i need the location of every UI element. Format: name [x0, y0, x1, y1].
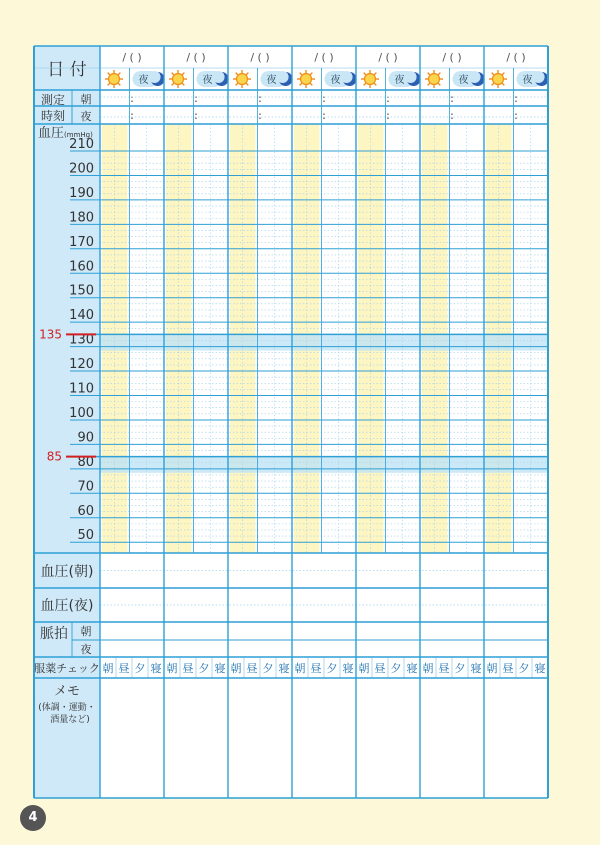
bp-tick-label: 100: [69, 405, 94, 421]
medicine-slot-2: 昼: [374, 662, 386, 675]
reference-label-135: 135: [39, 327, 62, 342]
bp-tick-label: 190: [69, 185, 94, 201]
time-colon: :: [450, 92, 454, 105]
medicine-slot-1: 朝: [166, 662, 178, 675]
medicine-slot-1: 朝: [486, 662, 498, 675]
sun-disc: [109, 74, 120, 85]
sun-icon: [169, 70, 187, 88]
bp-tick-label: 210: [69, 137, 94, 152]
bp-tick-label: 200: [69, 161, 94, 177]
night-label: 夜: [202, 75, 213, 86]
medicine-slot-2: 昼: [502, 662, 514, 675]
bp-tick-label: 90: [77, 430, 94, 446]
time-colon: :: [322, 92, 326, 105]
sun-icon: [425, 70, 443, 88]
medicine-slot-4: 寝: [150, 662, 162, 675]
date-input-placeholder: / ( ): [378, 51, 398, 64]
moon-cutout: [277, 71, 289, 83]
medicine-slot-2: 昼: [438, 662, 450, 675]
sun-disc: [237, 74, 248, 85]
medicine-slot-3: 夕: [454, 662, 466, 675]
medicine-slot-1: 朝: [230, 662, 242, 675]
sun-disc: [429, 74, 440, 85]
page-number: 4: [20, 805, 46, 831]
medicine-check-label: 服薬チェック: [34, 662, 100, 675]
time-colon: :: [194, 92, 198, 105]
night-label: 夜: [266, 75, 277, 86]
bp-tick-label: 60: [77, 503, 94, 519]
bp-tick-label: 140: [69, 308, 94, 324]
medicine-slot-3: 夕: [518, 662, 530, 675]
time-colon: :: [322, 109, 326, 122]
date-input-placeholder: / ( ): [250, 51, 270, 64]
time-label-top: 測定: [40, 93, 66, 107]
medicine-slot-3: 夕: [326, 662, 338, 675]
medicine-slot-4: 寝: [278, 662, 290, 675]
sun-icon: [233, 70, 251, 88]
medicine-slot-2: 昼: [182, 662, 194, 675]
moon-cutout: [341, 71, 353, 83]
moon-cutout: [405, 71, 417, 83]
medicine-slot-4: 寝: [342, 662, 354, 675]
bp-tick-label: 80: [77, 454, 94, 470]
bp-morning-row-label: 血圧(朝): [40, 564, 94, 580]
night-label: 夜: [522, 75, 533, 86]
time-colon: :: [386, 109, 390, 122]
night-label: 夜: [138, 75, 149, 86]
sun-icon: [105, 70, 123, 88]
bp-tick-label: 170: [69, 234, 94, 250]
bp-tick-label: 120: [69, 357, 94, 373]
moon-cutout: [149, 71, 161, 83]
reference-band-135: [100, 334, 548, 350]
sun-disc: [365, 74, 376, 85]
sun-disc: [493, 74, 504, 85]
bp-tick-label: 50: [77, 528, 94, 544]
memo-note-1: (体調・運動・: [38, 703, 96, 713]
bp-chart-title: 血圧(mmHg): [38, 126, 93, 141]
time-colon: :: [130, 109, 134, 122]
bp-tick-label: 110: [69, 381, 94, 397]
time-colon: :: [258, 109, 262, 122]
medicine-slot-2: 昼: [310, 662, 322, 675]
bp-tick-label: 70: [77, 479, 94, 495]
medicine-slot-1: 朝: [294, 662, 306, 675]
moon-cutout: [533, 71, 545, 83]
sun-disc: [173, 74, 184, 85]
time-morning-label: 朝: [80, 93, 92, 106]
pulse-row-label: 脈拍: [40, 626, 68, 642]
time-colon: :: [258, 92, 262, 105]
medicine-slot-3: 夕: [198, 662, 210, 675]
bp-night-row-label: 血圧(夜): [40, 598, 94, 614]
date-input-placeholder: / ( ): [442, 51, 462, 64]
time-colon: :: [514, 109, 518, 122]
night-label: 夜: [458, 75, 469, 86]
sun-disc: [301, 74, 312, 85]
medicine-slot-2: 昼: [118, 662, 130, 675]
medicine-slot-1: 朝: [422, 662, 434, 675]
date-input-placeholder: / ( ): [122, 51, 142, 64]
date-input-placeholder: / ( ): [506, 51, 526, 64]
pulse-morning-label: 朝: [80, 625, 92, 638]
sun-icon: [489, 70, 507, 88]
medicine-slot-4: 寝: [406, 662, 418, 675]
medicine-slot-1: 朝: [102, 662, 114, 675]
medicine-slot-4: 寝: [470, 662, 482, 675]
bp-tick-label: 150: [69, 283, 94, 299]
moon-cutout: [469, 71, 481, 83]
time-colon: :: [194, 109, 198, 122]
date-label: 日 付: [47, 60, 87, 80]
time-colon: :: [386, 92, 390, 105]
time-colon: :: [514, 92, 518, 105]
date-input-placeholder: / ( ): [314, 51, 334, 64]
memo-title: メモ: [53, 684, 81, 699]
medicine-slot-3: 夕: [134, 662, 146, 675]
medicine-slot-1: 朝: [358, 662, 370, 675]
date-input-placeholder: / ( ): [186, 51, 206, 64]
sun-icon: [297, 70, 315, 88]
bp-unit: (mmHg): [64, 131, 93, 139]
medicine-slot-4: 寝: [214, 662, 226, 675]
medicine-slot-4: 寝: [534, 662, 546, 675]
pulse-night-label: 夜: [80, 643, 92, 656]
moon-cutout: [213, 71, 225, 83]
medicine-slot-3: 夕: [262, 662, 274, 675]
sun-icon: [361, 70, 379, 88]
time-night-label: 夜: [80, 110, 92, 123]
time-colon: :: [450, 109, 454, 122]
bp-tick-label: 180: [69, 210, 94, 226]
memo-note-2: 酒量など): [50, 715, 90, 725]
bp-tick-label: 160: [69, 259, 94, 275]
reference-label-85: 85: [46, 449, 62, 464]
night-label: 夜: [394, 75, 405, 86]
bp-tick-label: 130: [69, 332, 94, 348]
medicine-slot-2: 昼: [246, 662, 258, 675]
medicine-slot-3: 夕: [390, 662, 402, 675]
time-label-bottom: 時刻: [40, 109, 66, 123]
time-colon: :: [130, 92, 134, 105]
reference-band-85: [100, 457, 548, 473]
night-label: 夜: [330, 75, 341, 86]
